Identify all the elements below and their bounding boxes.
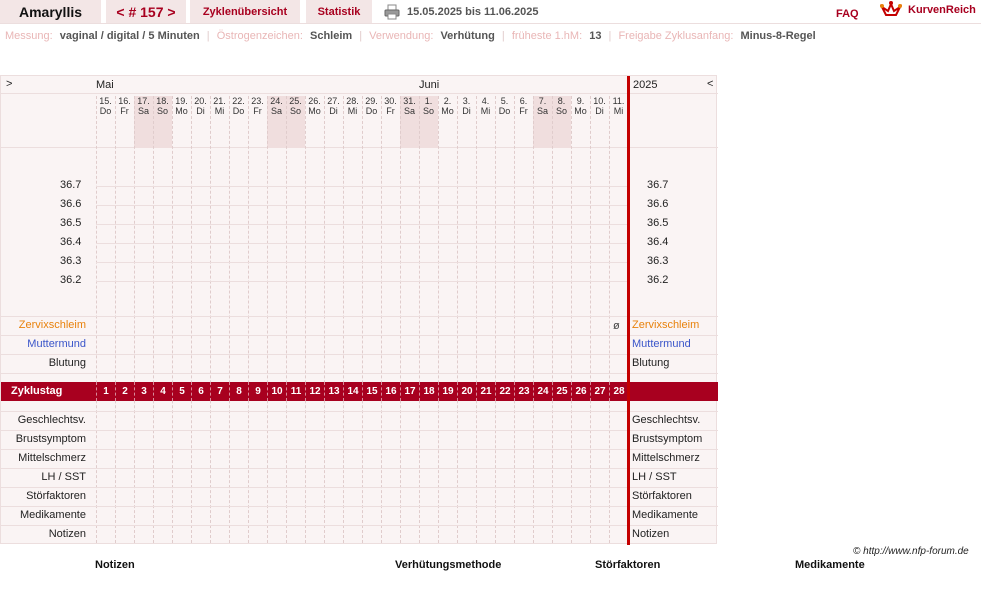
- day-column-header[interactable]: [324, 96, 343, 148]
- cycle-day-cell: 4: [153, 382, 172, 401]
- row-separator: [1, 449, 718, 450]
- grid-vline: [419, 96, 420, 543]
- chart-nav-forward[interactable]: >: [6, 78, 13, 90]
- cycle-day-cell: 27: [590, 382, 609, 401]
- day-date: 16.: [118, 96, 131, 106]
- cycle-day-cell: 8: [229, 382, 248, 401]
- day-date: 20.: [194, 96, 207, 106]
- row-separator: [1, 411, 718, 412]
- symptom-label-right: LH / SST: [632, 471, 677, 483]
- day-weekday: Di: [196, 106, 205, 116]
- symptom-label-right: Störfaktoren: [632, 490, 692, 502]
- symptom-label-left: Störfaktoren: [26, 490, 86, 502]
- temp-label-left: 36.5: [60, 217, 82, 229]
- day-weekday: Do: [99, 106, 112, 116]
- cycle-day-cell: 17: [400, 382, 419, 401]
- cycle-day-cell: 23: [514, 382, 533, 401]
- row-label-right: Blutung: [632, 357, 670, 369]
- cycle-day-cell: 19: [438, 382, 457, 401]
- row-separator: [1, 316, 718, 317]
- cycle-day-cell: 15: [362, 382, 381, 401]
- day-date: 29.: [365, 96, 378, 106]
- day-date: 15.: [99, 96, 112, 106]
- row-separator: [1, 430, 718, 431]
- day-column-header[interactable]: [267, 96, 286, 148]
- symptom-label-left: Brustsymptom: [15, 433, 86, 445]
- symptom-label-left: Mittelschmerz: [18, 452, 86, 464]
- day-column-header[interactable]: [191, 96, 210, 148]
- cycle-day-cell: 3: [134, 382, 153, 401]
- info-label: Verwendung:: [369, 30, 434, 42]
- day-weekday: Mi: [613, 106, 624, 116]
- day-date: 7.: [538, 96, 547, 106]
- info-label: Östrogenzeichen:: [216, 30, 303, 42]
- temp-label-right: 36.4: [647, 236, 669, 248]
- day-date: 28.: [346, 96, 359, 106]
- symptom-label-left: Medikamente: [19, 509, 86, 521]
- info-label: Messung:: [5, 30, 53, 42]
- day-column-header[interactable]: [590, 96, 609, 148]
- grid-vline: [514, 96, 515, 543]
- row-separator: [1, 335, 718, 336]
- day-weekday: So: [555, 106, 567, 116]
- day-date: 4.: [481, 96, 490, 106]
- day-weekday: Sa: [403, 106, 415, 116]
- day-weekday: Fr: [120, 106, 129, 116]
- cycle-day-cell: 5: [172, 382, 191, 401]
- grid-vline: [115, 96, 116, 543]
- grid-vline: [495, 96, 496, 543]
- grid-vline: [362, 96, 363, 543]
- day-date: 19.: [175, 96, 188, 106]
- day-weekday: So: [289, 106, 301, 116]
- day-column-header[interactable]: [609, 96, 628, 148]
- day-date: 24.: [270, 96, 283, 106]
- day-date: 25.: [289, 96, 302, 106]
- grid-vline: [286, 96, 287, 543]
- symptom-label-right: Geschlechtsv.: [632, 414, 701, 426]
- temp-label-left: 36.2: [60, 274, 82, 286]
- symptom-label-right: Mittelschmerz: [632, 452, 700, 464]
- info-label: früheste 1.hM:: [511, 30, 583, 42]
- cycle-day-cell: 11: [286, 382, 305, 401]
- cycle-day-label: Zyklustag: [11, 385, 63, 397]
- day-weekday: Sa: [137, 106, 149, 116]
- temp-label-left: 36.7: [60, 179, 82, 191]
- grid-vline: [533, 96, 534, 543]
- cycle-day-row: [1, 382, 718, 401]
- day-weekday: Fr: [253, 106, 262, 116]
- day-date: 26.: [308, 96, 321, 106]
- grid-vline: [267, 96, 268, 543]
- cycle-day-cell: 13: [324, 382, 343, 401]
- day-date: 22.: [232, 96, 245, 106]
- day-column-header[interactable]: [400, 96, 419, 148]
- day-column-header[interactable]: [514, 96, 533, 148]
- day-date: 21.: [213, 96, 226, 106]
- copyright[interactable]: © http://www.nfp-forum.de: [853, 546, 969, 557]
- day-date: 17.: [137, 96, 150, 106]
- day-weekday: Di: [329, 106, 338, 116]
- day-weekday: Do: [232, 106, 245, 116]
- temp-gridline: [96, 186, 627, 187]
- grid-vline: [590, 96, 591, 543]
- cycle-day-cell: 28: [609, 382, 628, 401]
- day-date: 31.: [403, 96, 416, 106]
- info-value: vaginal / digital / 5 Minuten: [59, 30, 200, 42]
- row-separator: [1, 487, 718, 488]
- day-date: 11.: [612, 96, 625, 106]
- row-label-right: Muttermund: [632, 338, 691, 350]
- info-label: Freigabe Zyklusanfang:: [618, 30, 734, 42]
- temp-label-right: 36.2: [647, 274, 669, 286]
- separator: |: [608, 30, 612, 42]
- crown-logo-icon: [880, 1, 902, 19]
- cycle-chart: [0, 75, 717, 544]
- row-label-left: Muttermund: [27, 338, 86, 350]
- info-value: Schleim: [310, 30, 353, 42]
- day-column-header[interactable]: [438, 96, 457, 148]
- temp-label-right: 36.5: [647, 217, 669, 229]
- cycle-day-cell: 26: [571, 382, 590, 401]
- print-icon[interactable]: [384, 4, 400, 20]
- contraception-heading: Verhütungsmethode: [395, 559, 502, 571]
- grid-vline: [210, 96, 211, 543]
- row-separator: [1, 354, 718, 355]
- day-column-header[interactable]: [457, 96, 476, 148]
- cycle-day-cell: 22: [495, 382, 514, 401]
- row-label-left: Zervixschleim: [18, 319, 86, 331]
- day-date: 30.: [384, 96, 397, 106]
- temp-gridline: [96, 205, 627, 206]
- grid-vline: [457, 96, 458, 543]
- cycle-day-cell: 2: [115, 382, 134, 401]
- day-column-header[interactable]: [210, 96, 229, 148]
- day-weekday: Mo: [574, 106, 587, 116]
- temp-gridline: [96, 281, 627, 282]
- grid-vline: [400, 96, 401, 543]
- grid-vline: [96, 96, 97, 543]
- faq-link[interactable]: FAQ: [836, 8, 859, 20]
- temp-label-right: 36.7: [647, 179, 669, 191]
- day-column-header[interactable]: [362, 96, 381, 148]
- year-label: 2025: [633, 79, 658, 91]
- day-column-header[interactable]: [495, 96, 514, 148]
- temp-gridline: [96, 224, 627, 225]
- row-separator: [1, 506, 718, 507]
- day-date: 6.: [519, 96, 528, 106]
- day-weekday: Sa: [536, 106, 548, 116]
- row-separator: [1, 373, 718, 374]
- day-weekday: Mo: [175, 106, 188, 116]
- day-weekday: So: [422, 106, 434, 116]
- separator: |: [359, 30, 363, 42]
- grid-vline: [476, 96, 477, 543]
- grid-vline: [324, 96, 325, 543]
- cycle-day-cell: 1: [96, 382, 115, 401]
- day-weekday: Mo: [308, 106, 321, 116]
- day-column-header[interactable]: [286, 96, 305, 148]
- notes-heading: Notizen: [95, 559, 135, 571]
- day-date: 3.: [462, 96, 471, 106]
- symptom-label-left: LH / SST: [41, 471, 86, 483]
- grid-vline: [172, 96, 173, 543]
- temp-label-left: 36.3: [60, 255, 82, 267]
- day-column-header[interactable]: [343, 96, 362, 148]
- temp-gridline: [96, 243, 627, 244]
- day-column-header[interactable]: [172, 96, 191, 148]
- day-column-header[interactable]: [115, 96, 134, 148]
- symptom-label-left: Notizen: [48, 528, 86, 540]
- cycle-day-cell: 25: [552, 382, 571, 401]
- symptom-label-right: Medikamente: [632, 509, 699, 521]
- day-date: 27.: [327, 96, 340, 106]
- temp-label-right: 36.6: [647, 198, 669, 210]
- day-weekday: Do: [498, 106, 511, 116]
- day-weekday: Fr: [519, 106, 528, 116]
- chart-name: Amaryllis: [0, 0, 101, 23]
- day-column-header[interactable]: [229, 96, 248, 148]
- row-label-right: Zervixschleim: [632, 319, 700, 331]
- day-weekday: Mi: [480, 106, 491, 116]
- day-column-header[interactable]: [571, 96, 590, 148]
- day-date: 8.: [557, 96, 566, 106]
- info-bar: [5, 30, 820, 44]
- info-value: Verhütung: [440, 30, 495, 42]
- cycle-day-cell: 21: [476, 382, 495, 401]
- day-date: 9.: [576, 96, 585, 106]
- symptom-label-right: Brustsymptom: [632, 433, 703, 445]
- day-column-header[interactable]: [476, 96, 495, 148]
- cycle-day-cell: 6: [191, 382, 210, 401]
- day-column-header[interactable]: [134, 96, 153, 148]
- grid-vline: [229, 96, 230, 543]
- temp-gridline: [96, 262, 627, 263]
- brand-name[interactable]: KurvenReich: [908, 4, 976, 16]
- day-weekday: So: [156, 106, 168, 116]
- row-label-left: Blutung: [48, 357, 86, 369]
- medication-heading: Medikamente: [795, 559, 865, 571]
- cycle-day-cell: 24: [533, 382, 552, 401]
- tab-statistics[interactable]: Statistik: [306, 0, 372, 23]
- day-weekday: Do: [365, 106, 378, 116]
- day-weekday: Mo: [441, 106, 454, 116]
- top-bar: [0, 0, 981, 24]
- day-date: 18.: [156, 96, 169, 106]
- day-column-header[interactable]: [96, 96, 115, 148]
- day-column-header[interactable]: [552, 96, 571, 148]
- cycle-day-cell: 10: [267, 382, 286, 401]
- cycle-day-cell: 7: [210, 382, 229, 401]
- grid-vline: [571, 96, 572, 543]
- day-weekday: Di: [462, 106, 471, 116]
- disturbances-heading: Störfaktoren: [595, 559, 661, 571]
- day-column-header[interactable]: [305, 96, 324, 148]
- cycle-day-cell: 18: [419, 382, 438, 401]
- cycle-day-cell: 20: [457, 382, 476, 401]
- row-separator: [1, 468, 718, 469]
- month-label-may: Mai: [96, 79, 114, 91]
- day-date: 10.: [593, 96, 606, 106]
- date-range: 15.05.2025 bis 11.06.2025: [407, 6, 539, 18]
- temp-label-left: 36.4: [60, 236, 82, 248]
- day-weekday: Mi: [214, 106, 225, 116]
- day-date: 5.: [500, 96, 509, 106]
- day-weekday: Mi: [347, 106, 358, 116]
- separator: |: [501, 30, 505, 42]
- chart-nav-back[interactable]: <: [707, 78, 714, 90]
- day-date: 1.: [424, 96, 433, 106]
- symptom-label-left: Geschlechtsv.: [17, 414, 86, 426]
- grid-vline: [153, 96, 154, 543]
- grid-vline: [609, 96, 610, 543]
- cycle-day-cell: 9: [248, 382, 267, 401]
- cycle-day-cell: 14: [343, 382, 362, 401]
- day-weekday: Sa: [270, 106, 282, 116]
- today-marker: [627, 76, 630, 545]
- tab-cycle-overview[interactable]: Zyklenübersicht: [190, 0, 300, 23]
- day-column-header[interactable]: [419, 96, 438, 148]
- grid-vline: [134, 96, 135, 543]
- month-label-june: Juni: [419, 79, 440, 91]
- info-value: Minus-8-Regel: [740, 30, 816, 42]
- cycle-navigation[interactable]: < # 157 >: [106, 0, 186, 23]
- day-column-header[interactable]: [381, 96, 400, 148]
- row-separator: [1, 525, 718, 526]
- grid-vline: [191, 96, 192, 543]
- day-column-header[interactable]: [248, 96, 267, 148]
- temp-label-right: 36.3: [647, 255, 669, 267]
- day-weekday: Di: [595, 106, 604, 116]
- day-date: 23.: [251, 96, 264, 106]
- grid-vline: [305, 96, 306, 543]
- symptom-label-right: Notizen: [632, 528, 670, 540]
- grid-vline: [438, 96, 439, 543]
- grid-vline: [343, 96, 344, 543]
- grid-vline: [381, 96, 382, 543]
- cycle-day-cell: 16: [381, 382, 400, 401]
- grid-vline: [552, 96, 553, 543]
- mucus-marker[interactable]: ø: [613, 320, 620, 332]
- day-column-header[interactable]: [153, 96, 172, 148]
- day-date: 2.: [443, 96, 452, 106]
- temp-label-left: 36.6: [60, 198, 82, 210]
- separator: |: [206, 30, 210, 42]
- day-column-header[interactable]: [533, 96, 552, 148]
- grid-vline: [248, 96, 249, 543]
- info-value: 13: [589, 30, 602, 42]
- cycle-day-cell: 12: [305, 382, 324, 401]
- day-weekday: Fr: [386, 106, 395, 116]
